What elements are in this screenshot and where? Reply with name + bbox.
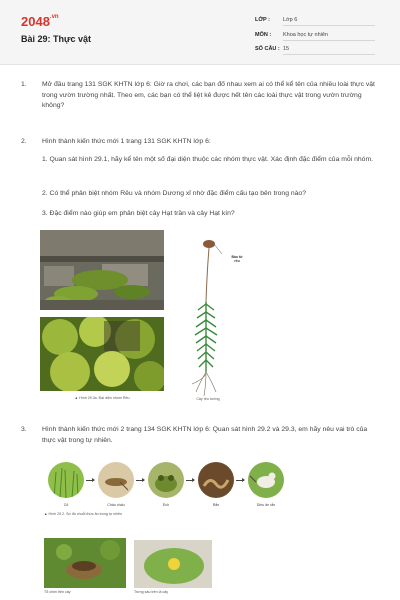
food-chain-arrow [186, 480, 194, 481]
meta-count-value: 15 [283, 46, 375, 55]
logo-text: 2048 [21, 14, 50, 29]
moss-closeup-photo [40, 317, 164, 391]
food-chain-arrow [136, 480, 144, 481]
question-2-sub-3: 3. Đặc điểm nào giúp em phân biệt cây Hạt trần và cây Hạt kín? [42, 210, 235, 217]
question-2-sub-1: 1. Quan sát hình 29.1, hãy kể tên một số đại diện thuộc các nhóm thực vật. Xác định đặc điểm của mỗi nhóm. [42, 156, 373, 163]
snake-photo [198, 462, 234, 498]
meta-subject-key: MÔN : [255, 32, 272, 38]
frog-photo [148, 462, 184, 498]
question-2-sub-2: 2. Có thể phân biệt nhóm Rêu và nhóm Dương xỉ nhờ đặc điểm cấu tạo bên trong nào? [42, 190, 306, 197]
meta-subject-value: Khoa học tự nhiên [283, 32, 375, 41]
label-eagle: Diều ăn rắn [256, 503, 276, 507]
spore-capsule-label: Bào tử rêu [231, 255, 243, 263]
caterpillar-leaf-photo [134, 540, 212, 588]
food-chain-arrow [86, 480, 94, 481]
label-frog: Ếch [162, 503, 170, 507]
site-logo[interactable] [21, 14, 59, 29]
label-snake: Rắn [212, 503, 220, 507]
figure-29-3-caption: ▲ Hình 29.3a. Đại diện nhóm Rêu [74, 396, 130, 400]
meta-class-value: Lớp 6 [283, 17, 375, 26]
caterpillar-leaf-caption: Trứng sâu trên lá cây [134, 590, 169, 594]
question-text: Hình thành kiến thức mới 2 trang 134 SGK KHTN lớp 6: Quan sát hình 29.2 và 29.3, em hãy nêu vai trò của thực vật trong tự nhiên. [42, 426, 368, 444]
eagle-photo [248, 462, 284, 498]
page-header [0, 0, 400, 65]
question-text: Hình thành kiến thức mới 1 trang 131 SGK KHTN lớp 6: [42, 138, 211, 145]
question-number: 2. [21, 138, 27, 145]
food-chain-arrow [236, 480, 244, 481]
question-number: 3. [21, 426, 27, 433]
label-grass: Cỏ [63, 503, 69, 507]
figure-29-2-caption: ▲ Hình 29.2. Sơ đồ chuỗi thức ăn trong tự nhiên [44, 512, 123, 516]
label-grasshopper: Châu chấu [107, 503, 125, 507]
grass-photo [48, 462, 84, 498]
meta-class-key: LỚP : [255, 17, 270, 23]
moss-plant-caption: Cây rêu tường [196, 397, 220, 401]
lesson-title: Bài 29: Thực vật [21, 34, 92, 44]
question-number: 1. [21, 81, 27, 88]
bird-nest-caption: Tổ chim trên cây [44, 590, 71, 594]
meta-count-key: SỐ CÂU : [255, 46, 280, 52]
bird-nest-photo [44, 538, 126, 588]
logo-tld: .vn [49, 14, 59, 20]
question-text: Mở đầu trang 131 SGK KHTN lớp 6: Giờ ra chơi, các bạn đố nhau xem ai có thể kể tên của nhiều loài thực vật trong vườn trường nhất. Theo em, các bạn có thể liệt kê được hết tên các loài thực vật trong vườn trường không? [42, 81, 375, 109]
moss-wall-photo [40, 230, 164, 310]
grasshopper-photo [98, 462, 134, 498]
